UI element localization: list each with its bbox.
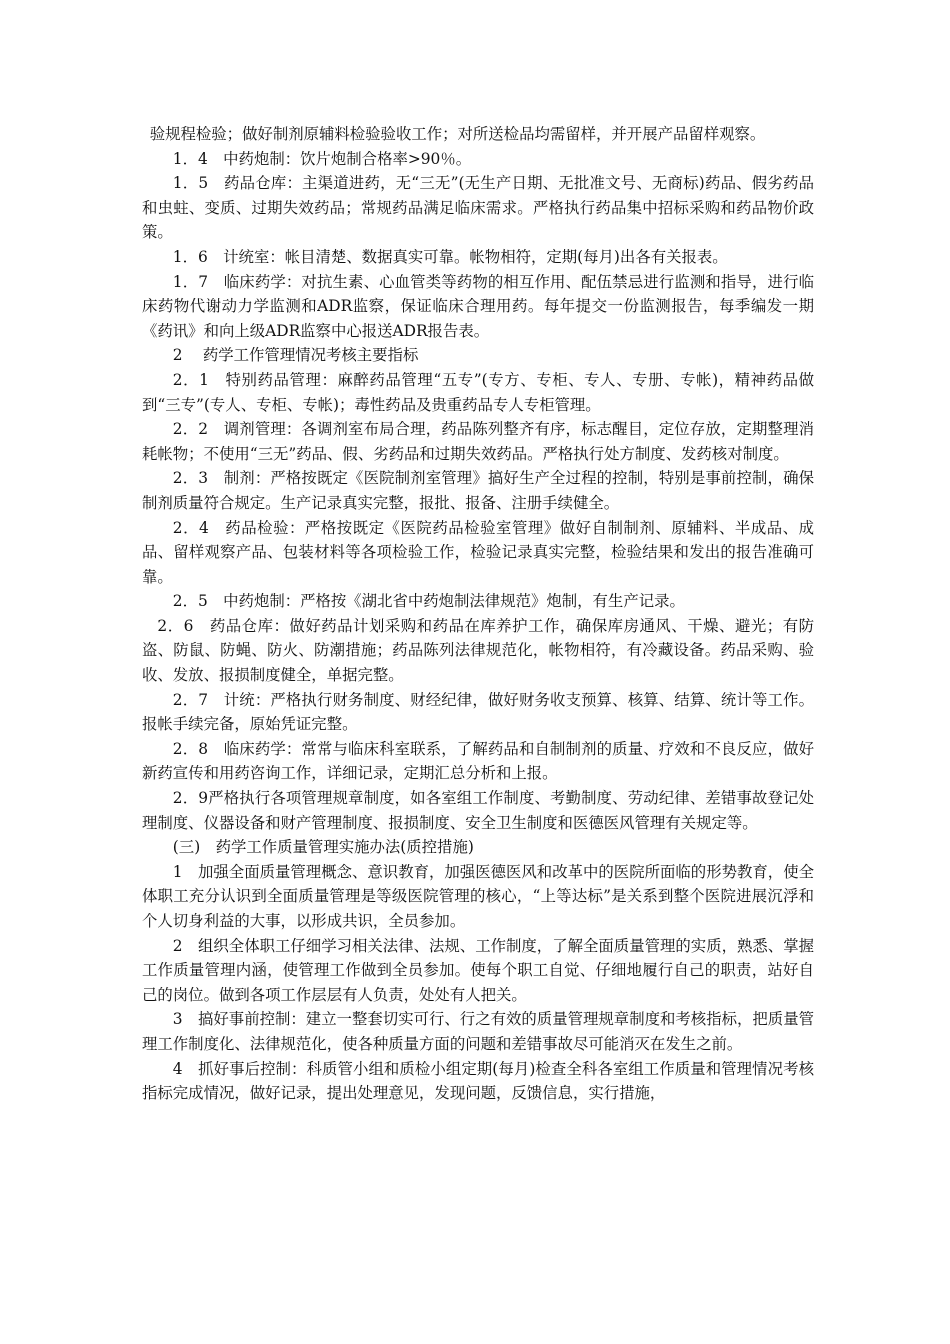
paragraph-2-1: 2．1 特别药品管理：麻醉药品管理“五专”(专方、专柜、专人、专册、专帐)，精神药品做到“三专”(专人、专柜、专帐)；毒性药品及贵重药品专人专柜管理。 xyxy=(142,370,814,414)
paragraph-1-6: 1．6 计统室：帐目清楚、数据真实可靠。帐物相符，定期(每月)出各有关报表。 xyxy=(172,247,728,266)
paragraph-2-2: 2．2 调剂管理：各调剂室布局合理，药品陈列整齐有序，标志醒目，定位存放，定期整理消耗帐物；不使用“三无”药品、假、劣药品和过期失效药品。严格执行处方制度、发药核对制度。 xyxy=(142,420,814,463)
paragraph-2-8: 2．8 临床药学：常常与临床科室联系，了解药品和自制制剂的质量、疗效和不良反应，做好新药宣传和用药咨询工作，详细记录，定期汇总分析和上报。 xyxy=(142,739,814,783)
section-heading-3: (三) 药学工作质量管理实施办法(质控措施) xyxy=(172,838,474,857)
paragraph-1-7: 1．7 临床药学：对抗生素、心血管类等药物的相互作用、配伍禁忌进行监测和指导，进行临床药物代谢动力学监测和ADR监察，保证临床合理用药。每年提交一份监测报告，每季编发一期《药讯》和向上级ADR监察中心报送ADR报告表。 xyxy=(142,272,814,340)
measure-item-2: 2 组织全体职工仔细学习相关法律、法规、工作制度，了解全面质量管理的实质，熟悉、掌握工作质量管理内涵，使管理工作做到全员参加。使每个职工自觉、仔细地履行自己的职责，站好自己的岗位。做到各项工作层层有人负责，处处有人把关。 xyxy=(142,936,814,1004)
paragraph-2-5: 2．5 中药炮制：严格按《湖北省中药炮制法律规范》炮制，有生产记录。 xyxy=(172,592,685,611)
paragraph-2-6: 2．6 药品仓库：做好药品计划采购和药品在库养护工作，确保库房通风、干燥、避光；有防盗、防鼠、防蝇、防火、防潮措施；药品陈列法律规范化，帐物相符，有冷藏设备。药品采购、验收、发放、报损制度健全，单据完整。 xyxy=(142,616,814,685)
paragraph-2-4: 2．4 药品检验：严格按既定《医院药品检验室管理》做好自制制剂、原辅料、半成品、成品、留样观察产品、包装材料等各项检验工作，检验记录真实完整，检验结果和发出的报告准确可靠。 xyxy=(142,518,814,586)
paragraph-2-3: 2．3 制剂：严格按既定《医院制剂室管理》搞好生产全过程的控制，特别是事前控制，确保制剂质量符合规定。生产记录真实完整，报批、报备、注册手续健全。 xyxy=(142,469,814,512)
measure-item-3: 3 搞好事前控制：建立一整套切实可行、行之有效的质量管理规章制度和考核指标，把质量管理工作制度化、法律规范化，使各种质量方面的问题和差错事故尽可能消灭在发生之前。 xyxy=(142,1010,814,1053)
paragraph-2-7: 2．7 计统：严格执行财务制度、财经纪律，做好财务收支预算、核算、结算、统计等工作。报帐手续完备，原始凭证完整。 xyxy=(142,690,814,734)
document-body xyxy=(142,122,814,1106)
measure-item-4: 4 抓好事后控制：科质管小组和质检小组定期(每月)检查全科各室组工作质量和管理情况考核指标完成情况，做好记录，提出处理意见，发现问题，反馈信息，实行措施， xyxy=(142,1059,814,1103)
measure-item-1: 1 加强全面质量管理概念、意识教育，加强医德医风和改革中的医院所面临的形势教育，使全体职工充分认识到全面质量管理是等级医院管理的核心，“上等达标”是关系到整个医院进展沉浮和个人切身利益的大事，以形成共识，全员参加。 xyxy=(142,862,814,930)
paragraph-continuation: 验规程检验；做好制剂原辅料检验验收工作；对所送检品均需留样，并开展产品留样观察。 xyxy=(149,125,766,143)
paragraph-1-5: 1．5 药品仓库：主渠道进药，无“三无”(无生产日期、无批准文号、无商标)药品、假劣药品和虫蛀、变质、过期失效药品；常规药品满足临床需求。严格执行药品集中招标采购和药品物价政策。 xyxy=(142,174,814,242)
paragraph-1-4: 1．4 中药炮制：饮片炮制合格率>90％。 xyxy=(172,149,472,168)
paragraph-2-9: 2．9严格执行各项管理规章制度，如各室组工作制度、考勤制度、劳动纪律、差错事故登记处理制度、仪器设备和财产管理制度、报损制度、安全卫生制度和医德医风管理有关规定等。 xyxy=(142,789,814,832)
section-heading-2: 2 药学工作管理情况考核主要指标 xyxy=(172,346,419,365)
